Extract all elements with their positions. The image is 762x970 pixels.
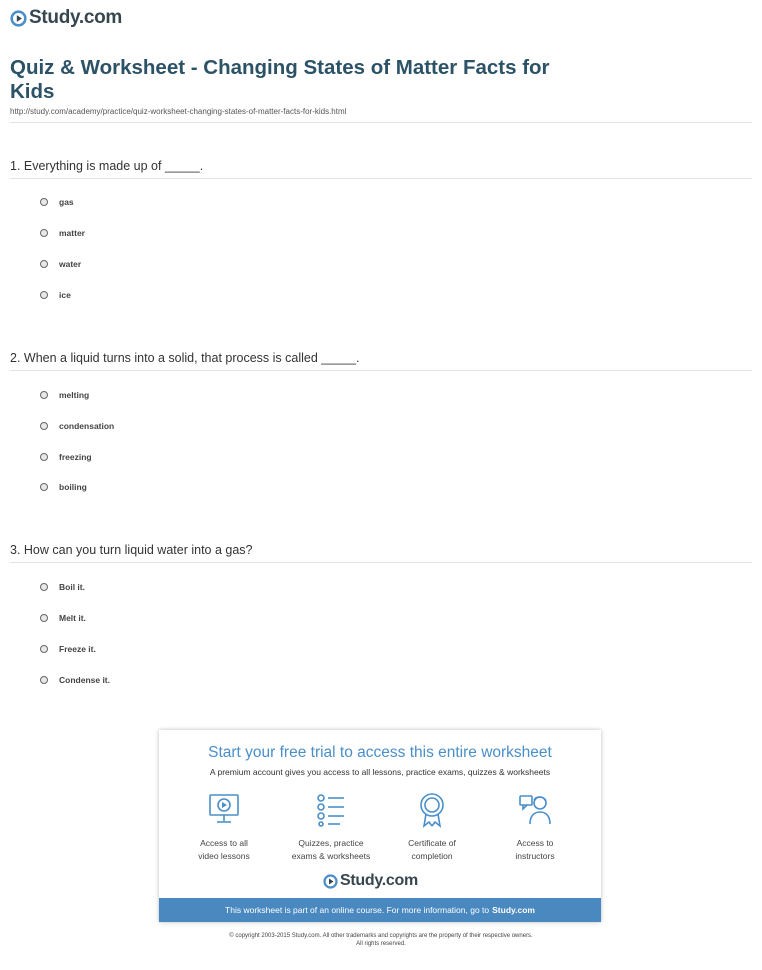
page-title: Quiz & Worksheet - Changing States of Matter Facts for Kids — [10, 56, 550, 103]
promo-study-logo[interactable] — [323, 872, 418, 890]
radio-icon[interactable] — [40, 260, 48, 268]
feature-certificate-label: Certificate of completion — [408, 838, 456, 861]
question-1-option-3[interactable]: water — [40, 258, 81, 270]
question-3-option-1[interactable]: Boil it. — [40, 581, 85, 593]
feature-instructors — [480, 792, 590, 863]
question-3: 3. How can you turn liquid water into a gas? — [10, 543, 253, 557]
study-logo[interactable] — [10, 7, 122, 29]
feature-video-lessons — [169, 792, 279, 863]
copyright-notice — [0, 932, 762, 948]
radio-icon[interactable] — [40, 198, 48, 206]
question-3-option-3[interactable]: Freeze it. — [40, 643, 96, 655]
radio-icon[interactable] — [40, 645, 48, 653]
radio-icon[interactable] — [40, 676, 48, 684]
question-1-divider — [10, 178, 752, 179]
title-divider — [10, 122, 752, 123]
study-logo-icon — [323, 874, 338, 889]
copyright-line-2: All rights reserved. — [356, 941, 406, 947]
promo-heading[interactable]: Start your free trial to access this entire worksheet — [208, 744, 552, 761]
study-logo-text: Study.com — [29, 7, 123, 28]
study-logo-icon — [10, 10, 27, 27]
feature-certificate — [377, 792, 487, 863]
question-3-option-4[interactable]: Condense it. — [40, 674, 110, 686]
promo-subheading: A premium account gives you access to all lessons, practice exams, quizzes & worksheets — [209, 767, 551, 777]
promo-logo-text: Study.com — [340, 872, 418, 889]
feature-video-lessons-label: Access to all video lessons — [198, 838, 250, 861]
question-2: 2. When a liquid turns into a solid, that process is called _____. — [10, 351, 360, 365]
question-2-option-2[interactable]: condensation — [40, 420, 114, 432]
feature-quizzes-label: Quizzes, practice exams & worksheets — [291, 838, 371, 861]
video-lesson-icon — [207, 792, 241, 828]
radio-icon[interactable] — [40, 391, 48, 399]
free-trial-promo[interactable] — [159, 730, 601, 922]
question-3-option-2[interactable]: Melt it. — [40, 612, 86, 624]
instructor-icon — [518, 792, 552, 828]
question-1-option-1[interactable]: gas — [40, 196, 74, 208]
question-2-option-4[interactable]: boiling — [40, 481, 87, 493]
radio-icon[interactable] — [40, 422, 48, 430]
radio-icon[interactable] — [40, 291, 48, 299]
radio-icon[interactable] — [40, 453, 48, 461]
question-1-option-2[interactable]: matter — [40, 227, 85, 239]
question-1: 1. Everything is made up of _____. — [10, 159, 204, 173]
promo-info-bar[interactable] — [159, 898, 601, 922]
radio-icon[interactable] — [40, 583, 48, 591]
feature-instructors-label: Access to instructors — [515, 838, 555, 861]
radio-icon[interactable] — [40, 229, 48, 237]
question-3-divider — [10, 562, 752, 563]
quiz-list-icon — [314, 792, 348, 828]
copyright-line-1: © copyright 2003-2015 Study.com. All other trademarks and copyrights are the property of their respective owners. — [229, 933, 533, 939]
radio-icon[interactable] — [40, 483, 48, 491]
question-2-option-1[interactable]: melting — [40, 389, 89, 401]
question-1-option-4[interactable]: ice — [40, 289, 71, 301]
question-2-divider — [10, 370, 752, 371]
question-2-option-3[interactable]: freezing — [40, 451, 92, 463]
feature-quizzes — [276, 792, 386, 863]
promo-bar-link[interactable]: Study.com — [492, 905, 535, 915]
certificate-icon — [415, 792, 449, 828]
radio-icon[interactable] — [40, 614, 48, 622]
page-url: http://study.com/academy/practice/quiz-worksheet-changing-states-of-matter-facts-for-kids.html — [10, 107, 347, 116]
promo-bar-text: This worksheet is part of an online course. For more information, go to — [225, 905, 490, 915]
